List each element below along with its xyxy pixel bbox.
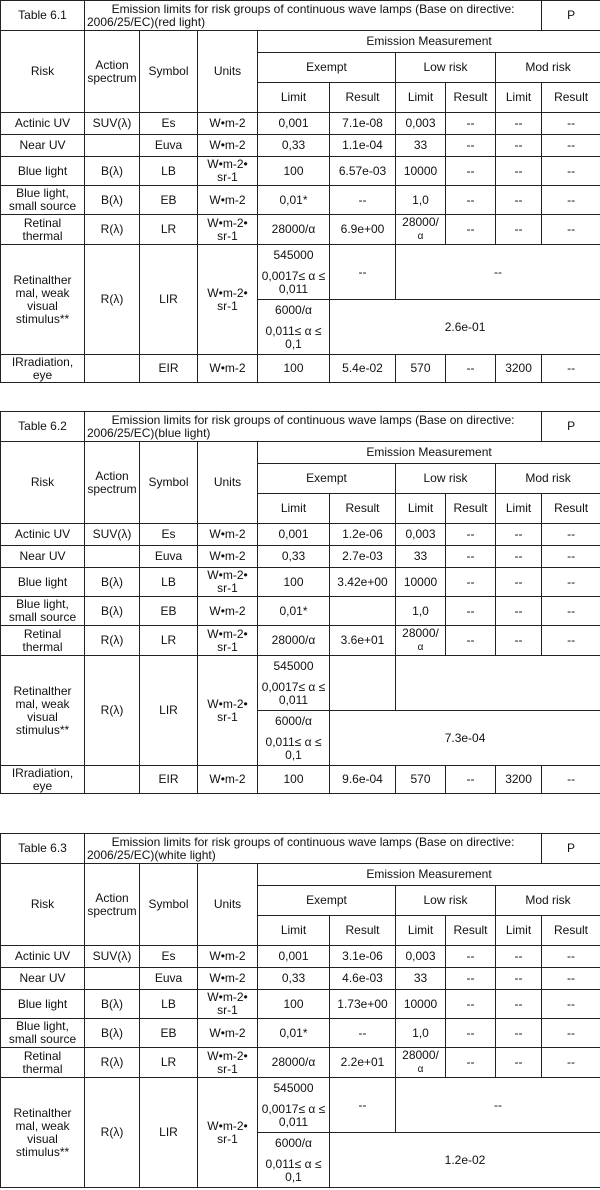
units-cell: W•m-2 <box>198 946 258 968</box>
table-row <box>1 215 600 245</box>
low-limit-cell: 10000 <box>396 568 446 597</box>
header-result: Result <box>542 494 600 524</box>
exempt-result-cell: 7.1e-08 <box>330 113 396 135</box>
header-risk: Risk <box>1 442 85 524</box>
header-symbol: Symbol <box>140 31 198 113</box>
header-symbol: Symbol <box>140 442 198 524</box>
header-limit: Limit <box>396 494 446 524</box>
risk-cell: Blue light, small source <box>1 597 85 626</box>
symbol-cell: EB <box>140 597 198 626</box>
verdict: P <box>542 834 600 864</box>
exempt-result-cell: 3.6e+01 <box>330 626 396 656</box>
action-cell: R(λ) <box>85 245 140 355</box>
symbol-cell: EIR <box>140 355 198 383</box>
exempt-limit-cell <box>258 1078 330 1133</box>
header-low-risk: Low risk <box>396 464 496 494</box>
action-cell: B(λ) <box>85 1019 140 1048</box>
action-cell: B(λ) <box>85 157 140 186</box>
header-units: Units <box>198 31 258 113</box>
header-limit: Limit <box>496 83 542 113</box>
low-limit-line2: α <box>417 231 424 242</box>
exempt-result-cell: 3.42e+00 <box>330 568 396 597</box>
exempt-result-cell <box>330 656 396 711</box>
low-mod-result-cell <box>396 656 600 711</box>
table-description: Emission limits for risk groups of continuous wave lamps (Base on directive: 2006/25/EC)(red light) <box>85 1 542 31</box>
risk-cell: IRradiation, eye <box>1 355 85 383</box>
low-limit-cell: 1,0 <box>396 597 446 626</box>
low-limit-line1: 28000/ <box>402 215 439 229</box>
low-result-cell: -- <box>446 990 496 1019</box>
header-result: Result <box>330 916 396 946</box>
units-cell: W•m-2 <box>198 186 258 215</box>
exempt-result-cell: 6.57e-03 <box>330 157 396 186</box>
mod-result-cell: -- <box>542 524 600 546</box>
units-cell: W•m-2 <box>198 597 258 626</box>
mod-limit-cell: -- <box>496 546 542 568</box>
exempt-limit-cell: 0,01* <box>258 186 330 215</box>
combined-result-cell: 7.3e-04 <box>330 711 600 766</box>
risk-cell: Retinal thermal <box>1 1048 85 1078</box>
mod-limit-cell: -- <box>496 135 542 157</box>
risk-cell: Actinic UV <box>1 113 85 135</box>
table-row <box>1 245 600 300</box>
header-risk: Risk <box>1 864 85 946</box>
low-result-cell: -- <box>446 157 496 186</box>
mod-result-cell: -- <box>542 113 600 135</box>
low-limit-line2: α <box>417 642 424 653</box>
units-cell: W•m-2• sr-1 <box>198 656 258 766</box>
risk-cell: Retinal thermal <box>1 626 85 656</box>
table-row <box>1 946 600 968</box>
mod-limit-cell: -- <box>496 946 542 968</box>
header-limit: Limit <box>396 83 446 113</box>
mod-result-cell: -- <box>542 215 600 245</box>
table-row <box>1 1019 600 1048</box>
symbol-cell: EIR <box>140 766 198 794</box>
units-cell: W•m-2• sr-1 <box>198 568 258 597</box>
symbol-cell: LIR <box>140 656 198 766</box>
limit-condition: 0,011≤ α ≤ 0,1 <box>265 323 322 351</box>
symbol-cell: Es <box>140 113 198 135</box>
exempt-limit-cell: 100 <box>258 355 330 383</box>
table-id: Table 6.3 <box>1 834 85 864</box>
limit-value: 545000 <box>273 1080 314 1095</box>
low-result-cell: -- <box>446 1048 496 1078</box>
risk-cell: Actinic UV <box>1 524 85 546</box>
units-cell: W•m-2• sr-1 <box>198 990 258 1019</box>
header-symbol: Symbol <box>140 864 198 946</box>
exempt-limit-cell: 0,001 <box>258 113 330 135</box>
verdict: P <box>542 1 600 31</box>
header-limit: Limit <box>258 494 330 524</box>
table-title-row <box>1 1 600 31</box>
mod-result-cell: -- <box>542 626 600 656</box>
header-result: Result <box>446 916 496 946</box>
table-row <box>1 968 600 990</box>
header-result: Result <box>446 494 496 524</box>
low-result-cell: -- <box>446 355 496 383</box>
exempt-result-cell: 6.9e+00 <box>330 215 396 245</box>
header-exempt: Exempt <box>258 464 396 494</box>
mod-limit-cell: -- <box>496 1019 542 1048</box>
units-cell: W•m-2 <box>198 355 258 383</box>
low-limit-cell <box>396 626 446 656</box>
exempt-limit-cell: 0,01* <box>258 597 330 626</box>
low-result-cell: -- <box>446 524 496 546</box>
header-action-spectrum: Action spectrum <box>85 442 140 524</box>
risk-cell: Blue light <box>1 157 85 186</box>
symbol-cell: LB <box>140 157 198 186</box>
table-row <box>1 656 600 711</box>
mod-limit-cell: -- <box>496 186 542 215</box>
low-limit-line1: 28000/ <box>402 1048 439 1062</box>
mod-result-cell: -- <box>542 135 600 157</box>
low-limit-cell: 570 <box>396 766 446 794</box>
exempt-result-cell: -- <box>330 1078 396 1133</box>
header-result: Result <box>542 916 600 946</box>
symbol-cell: Es <box>140 524 198 546</box>
action-cell: B(λ) <box>85 568 140 597</box>
limit-value: 6000/α <box>275 713 312 728</box>
units-cell: W•m-2• sr-1 <box>198 245 258 355</box>
limit-condition: 0,0017≤ α ≤ 0,011 <box>261 268 326 296</box>
risk-cell: Near UV <box>1 135 85 157</box>
exempt-limit-cell: 28000/α <box>258 1048 330 1078</box>
emission-limits-table <box>0 0 600 383</box>
header-mod-risk: Mod risk <box>496 53 600 83</box>
mod-limit-cell: -- <box>496 1048 542 1078</box>
units-cell: W•m-2 <box>198 135 258 157</box>
symbol-cell: LB <box>140 568 198 597</box>
exempt-result-cell: 1.73e+00 <box>330 990 396 1019</box>
exempt-limit-cell: 28000/α <box>258 215 330 245</box>
exempt-result-cell: 3.1e-06 <box>330 946 396 968</box>
symbol-cell: EB <box>140 186 198 215</box>
limit-condition: 0,011≤ α ≤ 0,1 <box>265 734 322 762</box>
header-mod-risk: Mod risk <box>496 464 600 494</box>
symbol-cell: Euva <box>140 546 198 568</box>
header-action-spectrum: Action spectrum <box>85 864 140 946</box>
exempt-limit-cell <box>258 245 330 300</box>
header-limit: Limit <box>258 916 330 946</box>
exempt-result-cell: -- <box>330 245 396 300</box>
low-limit-cell: 33 <box>396 968 446 990</box>
units-cell: W•m-2• sr-1 <box>198 215 258 245</box>
units-cell: W•m-2• sr-1 <box>198 1078 258 1188</box>
header-limit: Limit <box>396 916 446 946</box>
table-row <box>1 597 600 626</box>
units-cell: W•m-2 <box>198 1019 258 1048</box>
header-low-risk: Low risk <box>396 886 496 916</box>
header-mod-risk: Mod risk <box>496 886 600 916</box>
units-cell: W•m-2 <box>198 968 258 990</box>
low-limit-cell: 33 <box>396 135 446 157</box>
header-limit: Limit <box>496 916 542 946</box>
symbol-cell: LR <box>140 215 198 245</box>
table-row <box>1 568 600 597</box>
low-mod-result-cell: -- <box>396 245 600 300</box>
exempt-limit-cell: 100 <box>258 766 330 794</box>
limit-condition: 0,0017≤ α ≤ 0,011 <box>261 679 326 707</box>
exempt-limit-cell: 0,001 <box>258 946 330 968</box>
mod-limit-cell: -- <box>496 157 542 186</box>
low-result-cell: -- <box>446 546 496 568</box>
limit-value: 545000 <box>273 658 314 673</box>
header-limit: Limit <box>258 83 330 113</box>
mod-limit-cell: -- <box>496 113 542 135</box>
verdict: P <box>542 412 600 442</box>
header-units: Units <box>198 864 258 946</box>
low-limit-cell: 0,003 <box>396 524 446 546</box>
low-result-cell: -- <box>446 626 496 656</box>
table-row <box>1 626 600 656</box>
low-result-cell: -- <box>446 568 496 597</box>
mod-result-cell: -- <box>542 157 600 186</box>
risk-cell: Blue light, small source <box>1 186 85 215</box>
units-cell: W•m-2 <box>198 113 258 135</box>
table-description: Emission limits for risk groups of continuous wave lamps (Base on directive: 2006/25/EC)(white light) <box>85 834 542 864</box>
header-low-risk: Low risk <box>396 53 496 83</box>
header-action-spectrum: Action spectrum <box>85 31 140 113</box>
table-row <box>1 524 600 546</box>
action-cell: SUV(λ) <box>85 524 140 546</box>
action-cell <box>85 135 140 157</box>
action-cell: B(λ) <box>85 990 140 1019</box>
mod-result-cell: -- <box>542 186 600 215</box>
limit-condition: 0,0017≤ α ≤ 0,011 <box>261 1101 326 1129</box>
mod-result-cell: -- <box>542 355 600 383</box>
units-cell: W•m-2 <box>198 524 258 546</box>
risk-cell: Retinalther mal, weak visual stimulus** <box>1 245 85 355</box>
mod-result-cell: -- <box>542 568 600 597</box>
low-limit-cell: 10000 <box>396 157 446 186</box>
action-cell: R(λ) <box>85 626 140 656</box>
exempt-result-cell: 1.2e-06 <box>330 524 396 546</box>
symbol-cell: Euva <box>140 135 198 157</box>
risk-cell: Blue light <box>1 990 85 1019</box>
risk-cell: Retinalther mal, weak visual stimulus** <box>1 1078 85 1188</box>
table-row <box>1 355 600 383</box>
symbol-cell: EB <box>140 1019 198 1048</box>
exempt-limit-cell: 0,01* <box>258 1019 330 1048</box>
low-limit-cell: 0,003 <box>396 113 446 135</box>
low-limit-line1: 28000/ <box>402 626 439 640</box>
risk-cell: Near UV <box>1 546 85 568</box>
mod-limit-cell: 3200 <box>496 355 542 383</box>
action-cell: SUV(λ) <box>85 113 140 135</box>
exempt-result-cell: 4.6e-03 <box>330 968 396 990</box>
risk-cell: Retinalther mal, weak visual stimulus** <box>1 656 85 766</box>
exempt-result-cell: 2.7e-03 <box>330 546 396 568</box>
exempt-result-cell: -- <box>330 1019 396 1048</box>
header-result: Result <box>446 83 496 113</box>
exempt-result-cell: 9.6e-04 <box>330 766 396 794</box>
low-limit-cell: 33 <box>396 546 446 568</box>
limit-value: 6000/α <box>275 302 312 317</box>
table-row <box>1 766 600 794</box>
action-cell <box>85 968 140 990</box>
exempt-limit-cell: 28000/α <box>258 626 330 656</box>
action-cell: R(λ) <box>85 215 140 245</box>
exempt-limit-cell <box>258 711 330 766</box>
risk-cell: Blue light <box>1 568 85 597</box>
header-emission-measurement: Emission Measurement <box>258 31 600 53</box>
low-mod-result-cell: -- <box>396 1078 600 1133</box>
exempt-limit-cell: 0,33 <box>258 546 330 568</box>
risk-cell: Near UV <box>1 968 85 990</box>
low-result-cell: -- <box>446 1019 496 1048</box>
exempt-result-cell: 2.2e+01 <box>330 1048 396 1078</box>
header-emission-measurement: Emission Measurement <box>258 864 600 886</box>
exempt-limit-cell: 100 <box>258 157 330 186</box>
table-title-row <box>1 412 600 442</box>
table-row <box>1 546 600 568</box>
mod-limit-cell: 3200 <box>496 766 542 794</box>
low-limit-cell: 0,003 <box>396 946 446 968</box>
table-row <box>1 157 600 186</box>
table-row <box>1 990 600 1019</box>
mod-limit-cell: -- <box>496 597 542 626</box>
symbol-cell: Es <box>140 946 198 968</box>
exempt-result-cell: 5.4e-02 <box>330 355 396 383</box>
table-row <box>1 113 600 135</box>
exempt-result-cell <box>330 597 396 626</box>
exempt-limit-cell <box>258 300 330 355</box>
symbol-cell: Euva <box>140 968 198 990</box>
risk-cell: Blue light, small source <box>1 1019 85 1048</box>
units-cell: W•m-2• sr-1 <box>198 1048 258 1078</box>
symbol-cell: LB <box>140 990 198 1019</box>
table-title-row <box>1 834 600 864</box>
limit-value: 6000/α <box>275 1135 312 1150</box>
table-description: Emission limits for risk groups of continuous wave lamps (Base on directive: 2006/25/EC)(blue light) <box>85 412 542 442</box>
table-row <box>1 1048 600 1078</box>
mod-limit-cell: -- <box>496 568 542 597</box>
combined-result-cell: 2.6e-01 <box>330 300 600 355</box>
low-limit-cell <box>396 1048 446 1078</box>
units-cell: W•m-2 <box>198 546 258 568</box>
header-limit: Limit <box>496 494 542 524</box>
table-id: Table 6.2 <box>1 412 85 442</box>
exempt-limit-cell: 0,33 <box>258 135 330 157</box>
low-result-cell: -- <box>446 968 496 990</box>
low-result-cell: -- <box>446 186 496 215</box>
exempt-limit-cell <box>258 1133 330 1188</box>
low-limit-cell <box>396 215 446 245</box>
mod-limit-cell: -- <box>496 524 542 546</box>
low-result-cell: -- <box>446 946 496 968</box>
low-result-cell: -- <box>446 215 496 245</box>
low-result-cell: -- <box>446 597 496 626</box>
limit-value: 545000 <box>273 247 314 262</box>
mod-result-cell: -- <box>542 1048 600 1078</box>
low-result-cell: -- <box>446 135 496 157</box>
low-result-cell: -- <box>446 766 496 794</box>
header-risk: Risk <box>1 31 85 113</box>
table-row <box>1 1078 600 1133</box>
header-emission-measurement: Emission Measurement <box>258 442 600 464</box>
header-exempt: Exempt <box>258 886 396 916</box>
header-result: Result <box>330 494 396 524</box>
symbol-cell: LIR <box>140 1078 198 1188</box>
emission-limits-table <box>0 411 600 794</box>
low-limit-cell: 570 <box>396 355 446 383</box>
low-limit-cell: 1,0 <box>396 1019 446 1048</box>
risk-cell: IRradiation, eye <box>1 766 85 794</box>
header-exempt: Exempt <box>258 53 396 83</box>
action-cell: R(λ) <box>85 1048 140 1078</box>
mod-result-cell: -- <box>542 990 600 1019</box>
units-cell: W•m-2• sr-1 <box>198 157 258 186</box>
exempt-limit-cell: 0,001 <box>258 524 330 546</box>
action-cell <box>85 546 140 568</box>
mod-result-cell: -- <box>542 546 600 568</box>
mod-result-cell: -- <box>542 597 600 626</box>
action-cell: B(λ) <box>85 597 140 626</box>
units-cell: W•m-2• sr-1 <box>198 626 258 656</box>
mod-result-cell: -- <box>542 1019 600 1048</box>
units-cell: W•m-2 <box>198 766 258 794</box>
mod-limit-cell: -- <box>496 968 542 990</box>
exempt-limit-cell <box>258 656 330 711</box>
emission-limits-table <box>0 833 600 1188</box>
risk-cell: Retinal thermal <box>1 215 85 245</box>
mod-result-cell: -- <box>542 968 600 990</box>
action-cell: R(λ) <box>85 1078 140 1188</box>
combined-result-cell: 1.2e-02 <box>330 1133 600 1188</box>
exempt-limit-cell: 100 <box>258 568 330 597</box>
low-limit-line2: α <box>417 1064 424 1075</box>
action-cell: SUV(λ) <box>85 946 140 968</box>
header-result: Result <box>542 83 600 113</box>
exempt-limit-cell: 100 <box>258 990 330 1019</box>
low-limit-cell: 1,0 <box>396 186 446 215</box>
symbol-cell: LR <box>140 1048 198 1078</box>
action-cell <box>85 355 140 383</box>
risk-cell: Actinic UV <box>1 946 85 968</box>
table-id: Table 6.1 <box>1 1 85 31</box>
limit-condition: 0,011≤ α ≤ 0,1 <box>265 1156 322 1184</box>
exempt-result-cell: -- <box>330 186 396 215</box>
header-result: Result <box>330 83 396 113</box>
symbol-cell: LR <box>140 626 198 656</box>
mod-limit-cell: -- <box>496 626 542 656</box>
action-cell <box>85 766 140 794</box>
table-row <box>1 135 600 157</box>
mod-limit-cell: -- <box>496 215 542 245</box>
low-result-cell: -- <box>446 113 496 135</box>
mod-limit-cell: -- <box>496 990 542 1019</box>
table-row <box>1 186 600 215</box>
symbol-cell: LIR <box>140 245 198 355</box>
mod-result-cell: -- <box>542 766 600 794</box>
exempt-limit-cell: 0,33 <box>258 968 330 990</box>
low-limit-cell: 10000 <box>396 990 446 1019</box>
mod-result-cell: -- <box>542 946 600 968</box>
action-cell: B(λ) <box>85 186 140 215</box>
header-units: Units <box>198 442 258 524</box>
exempt-result-cell: 1.1e-04 <box>330 135 396 157</box>
action-cell: R(λ) <box>85 656 140 766</box>
